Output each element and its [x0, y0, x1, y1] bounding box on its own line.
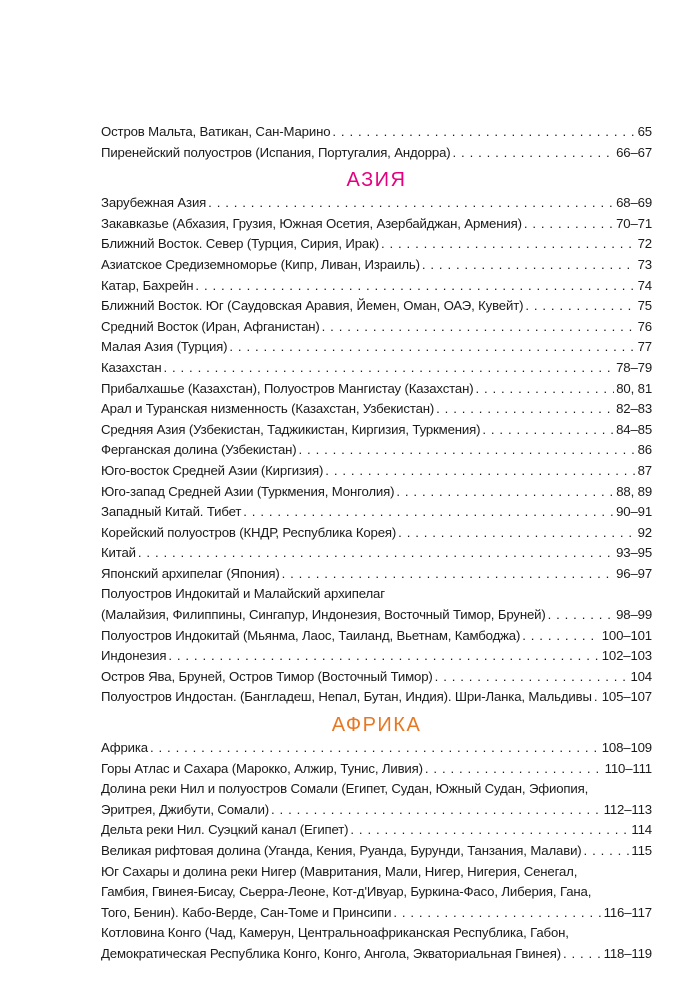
toc-entry-title: Ближний Восток. Юг (Саудовская Аравия, Йемен, Оман, ОАЭ, Кувейт)	[101, 298, 524, 314]
toc-entry-page: 102–103	[601, 648, 652, 664]
toc-entry	[101, 605, 652, 626]
dot-leader	[138, 543, 614, 564]
toc-entry-title: Средний Восток (Иран, Афганистан)	[101, 318, 320, 334]
toc-entry[interactable]	[101, 502, 652, 523]
toc-entry[interactable]	[101, 143, 652, 164]
toc-entry[interactable]	[101, 193, 652, 214]
toc-entry-title-line: Полуостров Индокитай и Малайский архипелаг	[101, 586, 385, 602]
dot-leader	[396, 482, 614, 503]
dot-leader	[548, 605, 614, 626]
toc-group-africa	[101, 738, 652, 965]
dot-leader	[422, 255, 636, 276]
dot-leader	[168, 646, 599, 667]
toc-group-asia	[101, 193, 652, 708]
dot-leader	[325, 461, 635, 482]
table-of-contents	[101, 122, 652, 965]
toc-entry-title: (Малайзия, Филиппины, Сингапур, Индонезия, Восточный Тимор, Бруней)	[101, 607, 546, 623]
dot-leader	[453, 143, 615, 164]
toc-entry-page: 96–97	[616, 565, 652, 581]
toc-entry[interactable]	[101, 296, 652, 317]
toc-entry-page: 115	[631, 843, 652, 858]
dot-leader	[522, 626, 599, 647]
toc-entry-page: 90–91	[616, 504, 652, 520]
toc-entry	[101, 800, 652, 821]
toc-entry-multiline[interactable]	[101, 779, 652, 820]
toc-entry-page: 65	[637, 124, 652, 139]
toc-entry[interactable]	[101, 276, 652, 297]
toc-entry-page: 87	[637, 462, 652, 478]
toc-entry-title: Пиренейский полуостров (Испания, Португалия, Андорра)	[101, 144, 451, 160]
dot-leader	[524, 214, 614, 235]
dot-leader	[425, 759, 603, 780]
toc-entry[interactable]	[101, 667, 652, 688]
toc-entry-multiline[interactable]	[101, 862, 652, 924]
toc-entry-page: 68–69	[616, 195, 652, 211]
dot-leader	[435, 667, 629, 688]
section-heading-africa: АФРИКА	[331, 714, 422, 737]
toc-entry-page: 108–109	[601, 740, 652, 756]
toc-entry-title: Юго-запад Средней Азии (Туркмения, Монголия)	[101, 483, 395, 499]
dot-leader	[195, 276, 635, 297]
toc-entry-page: 88, 89	[616, 483, 652, 499]
toc-entry-title: Средняя Азия (Узбекистан, Таджикистан, Киргизия, Туркмения)	[101, 421, 481, 437]
dot-leader	[322, 317, 636, 338]
toc-entry-page: 112–113	[603, 801, 652, 817]
toc-entry-title-line: Юг Сахары и долина реки Нигер (Мавритания, Мали, Нигер, Нигерия, Сенегал,	[101, 863, 578, 879]
dot-leader	[150, 738, 600, 759]
toc-entry[interactable]	[101, 759, 652, 780]
toc-entry[interactable]	[101, 543, 652, 564]
section-heading-asia: АЗИЯ	[346, 169, 407, 192]
dot-leader	[271, 800, 602, 821]
toc-entry[interactable]	[101, 379, 652, 400]
toc-entry-page: 93–95	[616, 545, 652, 561]
toc-entry[interactable]	[101, 214, 652, 235]
toc-entry-page: 118–119	[603, 945, 652, 961]
toc-entry-title: Корейский полуостров (КНДР, Республика Корея)	[101, 524, 397, 540]
toc-entry[interactable]	[101, 564, 652, 585]
dot-leader	[299, 440, 636, 461]
toc-entry-page: 82–83	[616, 401, 652, 417]
toc-entry-title: Закавказье (Абхазия, Грузия, Южная Осетия, Азербайджан, Армения)	[101, 215, 522, 231]
toc-entry-title: Азиатское Средиземноморье (Кипр, Ливан, Израиль)	[101, 256, 420, 272]
toc-entry-page: 66–67	[616, 144, 652, 160]
toc-entry[interactable]	[101, 122, 652, 143]
toc-entry-page: 75	[637, 298, 652, 314]
toc-entry[interactable]	[101, 482, 652, 503]
toc-entry-title: Малая Азия (Турция)	[101, 339, 228, 355]
toc-entry-page: 104	[630, 668, 652, 684]
toc-entry-title: Великая рифтовая долина (Уганда, Кения, Руанда, Бурунди, Танзания, Малави)	[101, 843, 582, 858]
toc-entry[interactable]	[101, 461, 652, 482]
toc-entry-page: 72	[637, 236, 652, 252]
dot-leader	[393, 903, 601, 924]
toc-entry-title: Зарубежная Азия	[101, 195, 207, 211]
toc-entry-title-line: Гамбия, Гвинея-Бисау, Сьерра-Леоне, Кот-д'Ивуар, Буркина-Фасо, Либерия, Гана,	[101, 884, 592, 900]
toc-entry[interactable]	[101, 420, 652, 441]
toc-entry-page: 78–79	[616, 359, 652, 375]
toc-entry-page: 73	[637, 256, 652, 272]
toc-entry-title: Китай	[101, 545, 136, 561]
dot-leader	[563, 944, 602, 965]
toc-entry[interactable]	[101, 440, 652, 461]
toc-entry-title: Остров Ява, Бруней, Остров Тимор (Восточный Тимор)	[101, 668, 433, 684]
toc-entry[interactable]	[101, 317, 652, 338]
toc-entry[interactable]	[101, 738, 652, 759]
toc-entry-page: 86	[637, 442, 652, 458]
toc-entry-title: Индонезия	[101, 648, 167, 664]
toc-entry-title: Полуостров Индокитай (Мьянма, Лаос, Таиланд, Вьетнам, Камбоджа)	[101, 627, 521, 643]
toc-entry-title: Арал и Туранская низменность (Казахстан, Узбекистан)	[101, 401, 435, 417]
dot-leader	[381, 234, 636, 255]
toc-entry-page: 80, 81	[616, 380, 652, 396]
toc-entry-page: 116–117	[603, 904, 652, 920]
dot-leader	[584, 841, 630, 862]
toc-entry-title: Юго-восток Средней Азии (Киргизия)	[101, 462, 324, 478]
toc-entry[interactable]	[101, 820, 652, 841]
toc-entry	[101, 903, 652, 924]
toc-entry[interactable]	[101, 358, 652, 379]
toc-entry-page: 98–99	[616, 607, 652, 623]
toc-entry[interactable]	[101, 234, 652, 255]
toc-group-europe-tail	[101, 122, 652, 163]
toc-entry[interactable]	[101, 337, 652, 358]
toc-entry-title: Казахстан	[101, 359, 162, 375]
dot-leader	[525, 296, 635, 317]
dot-leader	[398, 523, 635, 544]
dot-leader	[482, 420, 614, 441]
toc-entry[interactable]	[101, 841, 652, 862]
toc-entry-title: Японский архипелаг (Япония)	[101, 565, 280, 581]
toc-entry-multiline[interactable]	[101, 923, 652, 964]
toc-entry-page: 92	[637, 524, 652, 540]
toc-entry-page: 74	[637, 277, 652, 293]
toc-entry-page: 114	[631, 822, 652, 838]
toc-entry-page: 77	[637, 339, 652, 355]
dot-leader	[208, 193, 614, 214]
dot-leader	[163, 358, 614, 379]
dot-leader	[594, 687, 600, 708]
toc-entry-title: Прибалхашье (Казахстан), Полуостров Мангистау (Казахстан)	[101, 380, 474, 396]
toc-entry-title: Демократическая Республика Конго, Конго, Ангола, Экваториальная Гвинея)	[101, 945, 561, 961]
dot-leader	[350, 820, 629, 841]
toc-entry-title: Горы Атлас и Сахара (Марокко, Алжир, Тунис, Ливия)	[101, 760, 423, 776]
toc-entry-title-line: Долина реки Нил и полуостров Сомали (Египет, Судан, Южный Судан, Эфиопия,	[101, 781, 589, 797]
dot-leader	[229, 337, 635, 358]
toc-entry-page: 70–71	[616, 215, 652, 231]
toc-entry-page: 110–111	[604, 760, 652, 776]
toc-entry[interactable]	[101, 523, 652, 544]
toc-entry[interactable]	[101, 687, 652, 708]
toc-entry-title: Ближний Восток. Север (Турция, Сирия, Ирак)	[101, 236, 379, 252]
toc-entry-page: 105–107	[601, 689, 652, 705]
toc-entry[interactable]	[101, 399, 652, 420]
dot-leader	[475, 379, 614, 400]
dot-leader	[436, 399, 614, 420]
toc-entry-title: Ферганская долина (Узбекистан)	[101, 442, 297, 458]
dot-leader	[282, 564, 614, 585]
toc-entry-title: Африка	[101, 740, 148, 756]
toc-entry-page: 100–101	[601, 627, 652, 643]
toc-entry-title: Дельта реки Нил. Суэцкий канал (Египет)	[101, 822, 349, 838]
toc-entry[interactable]	[101, 646, 652, 667]
toc-entry	[101, 944, 652, 965]
dot-leader	[332, 122, 635, 143]
toc-entry-multiline[interactable]	[101, 584, 652, 625]
toc-entry-title: Катар, Бахрейн	[101, 277, 194, 293]
toc-entry-title: Остров Мальта, Ватикан, Сан-Марино	[101, 124, 331, 139]
toc-entry[interactable]	[101, 255, 652, 276]
dot-leader	[243, 502, 614, 523]
toc-entry-title-line: Котловина Конго (Чад, Камерун, Центральноафриканская Республика, Габон,	[101, 925, 569, 941]
toc-entry-title: Западный Китай. Тибет	[101, 504, 242, 520]
toc-entry-title: Того, Бенин). Кабо-Верде, Сан-Томе и Принсипи	[101, 904, 392, 920]
toc-entry-title: Полуостров Индостан. (Бангладеш, Непал, Бутан, Индия). Шри-Ланка, Мальдивы	[101, 689, 592, 705]
toc-entry-page: 84–85	[616, 421, 652, 437]
toc-entry-title: Эритрея, Джибути, Сомали)	[101, 801, 270, 817]
toc-entry[interactable]	[101, 626, 652, 647]
toc-entry-page: 76	[637, 318, 652, 334]
